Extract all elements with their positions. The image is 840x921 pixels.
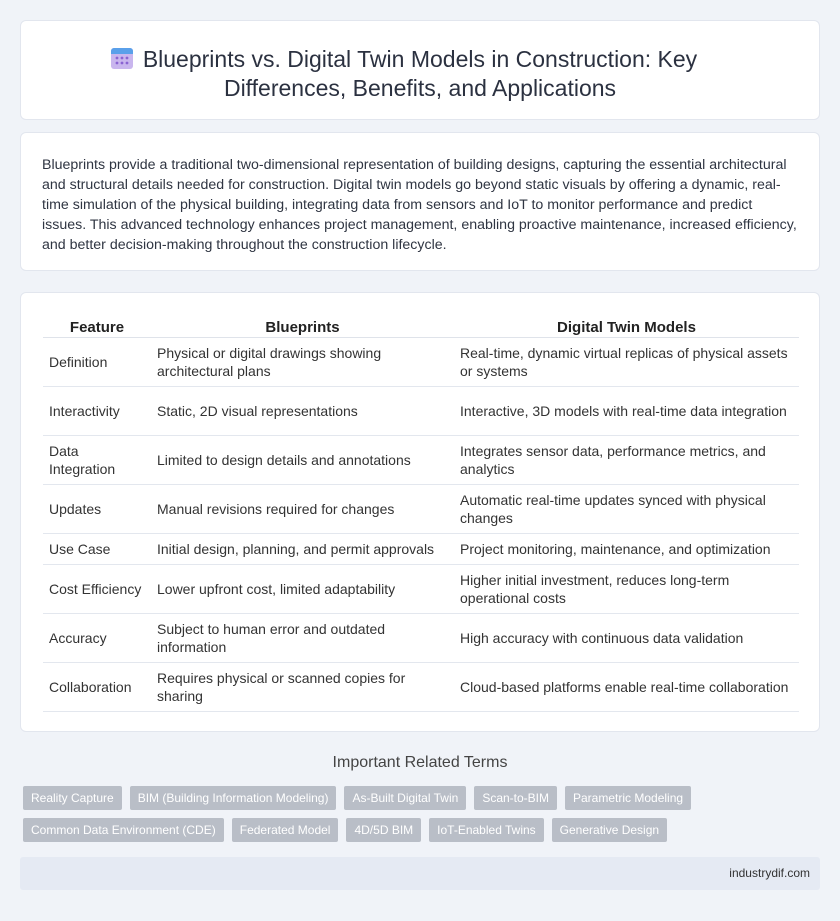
table-header-row — [43, 315, 799, 337]
digital-twin-cell: Real-time, dynamic virtual replicas of physical assets or systems — [454, 337, 799, 386]
comparison-table — [43, 315, 799, 712]
intro-card — [20, 132, 820, 271]
table-row — [43, 662, 799, 711]
blueprints-cell: Initial design, planning, and permit approvals — [151, 533, 454, 564]
header-blueprints: Blueprints — [151, 315, 454, 337]
tag-generative-design[interactable]: Generative Design — [552, 818, 667, 842]
tag-federated-model[interactable]: Federated Model — [232, 818, 339, 842]
digital-twin-cell: Interactive, 3D models with real-time data integration — [454, 386, 799, 435]
feature-cell: Definition — [43, 337, 151, 386]
table-row — [43, 337, 799, 386]
related-terms-tags — [23, 786, 723, 850]
feature-cell: Accuracy — [43, 613, 151, 662]
header-feature: Feature — [43, 315, 151, 337]
digital-twin-cell: Integrates sensor data, performance metrics, and analytics — [454, 435, 799, 484]
page-title-line-1: Blueprints vs. Digital Twin Models in Construction: Key — [142, 46, 698, 72]
tag-common-data-environment[interactable]: Common Data Environment (CDE) — [23, 818, 224, 842]
feature-cell: Updates — [43, 484, 151, 533]
blueprints-cell: Manual revisions required for changes — [151, 484, 454, 533]
feature-cell: Use Case — [43, 533, 151, 564]
tag-as-built-digital-twin[interactable]: As-Built Digital Twin — [344, 786, 466, 810]
table-row — [43, 435, 799, 484]
table-row — [43, 533, 799, 564]
tag-bim[interactable]: BIM (Building Information Modeling) — [130, 786, 337, 810]
tag-4d-5d-bim[interactable]: 4D/5D BIM — [346, 818, 421, 842]
digital-twin-cell: Higher initial investment, reduces long-term operational costs — [454, 564, 799, 613]
digital-twin-cell: Automatic real-time updates synced with physical changes — [454, 484, 799, 533]
header-digital-twin: Digital Twin Models — [454, 315, 799, 337]
feature-cell: Cost Efficiency — [43, 564, 151, 613]
blueprints-cell: Physical or digital drawings showing architectural plans — [151, 337, 454, 386]
digital-twin-cell: High accuracy with continuous data validation — [454, 613, 799, 662]
related-terms-title: Important Related Terms — [332, 754, 508, 771]
blueprints-cell: Requires physical or scanned copies for sharing — [151, 662, 454, 711]
tag-parametric-modeling[interactable]: Parametric Modeling — [565, 786, 691, 810]
digital-twin-cell: Project monitoring, maintenance, and optimization — [454, 533, 799, 564]
feature-cell: Collaboration — [43, 662, 151, 711]
tag-reality-capture[interactable]: Reality Capture — [23, 786, 122, 810]
blueprints-cell: Lower upfront cost, limited adaptability — [151, 564, 454, 613]
feature-cell: Data Integration — [43, 435, 151, 484]
title-card — [20, 20, 820, 120]
table-row — [43, 386, 799, 435]
table-row — [43, 613, 799, 662]
blueprints-cell: Subject to human error and outdated information — [151, 613, 454, 662]
table-row — [43, 484, 799, 533]
blueprints-cell: Limited to design details and annotations — [151, 435, 454, 484]
footer-site-link[interactable]: industrydif.com — [729, 866, 810, 880]
digital-twin-cell: Cloud-based platforms enable real-time collaboration — [454, 662, 799, 711]
page-title-line-2: Differences, Benefits, and Applications — [223, 75, 617, 101]
page-title — [21, 45, 819, 103]
tag-scan-to-bim[interactable]: Scan-to-BIM — [474, 786, 557, 810]
blueprints-cell: Static, 2D visual representations — [151, 386, 454, 435]
table-row — [43, 564, 799, 613]
feature-cell: Interactivity — [43, 386, 151, 435]
footer — [20, 857, 820, 890]
comparison-table-card — [20, 292, 820, 732]
tag-iot-enabled-twins[interactable]: IoT-Enabled Twins — [429, 818, 544, 842]
intro-paragraph: Blueprints provide a traditional two-dimensional representation of building designs, capturing the essential architectural and structural details needed for construction. Digital twin models go beyond static visuals by offering a dynamic, real-time simulation of the physical building, integrating data from sensors and IoT to monitor performance and predict issues. This advanced technology enhances project management, enabling proactive maintenance, increased efficiency, and better decision-making throughout the construction lifecycle. — [42, 157, 797, 253]
